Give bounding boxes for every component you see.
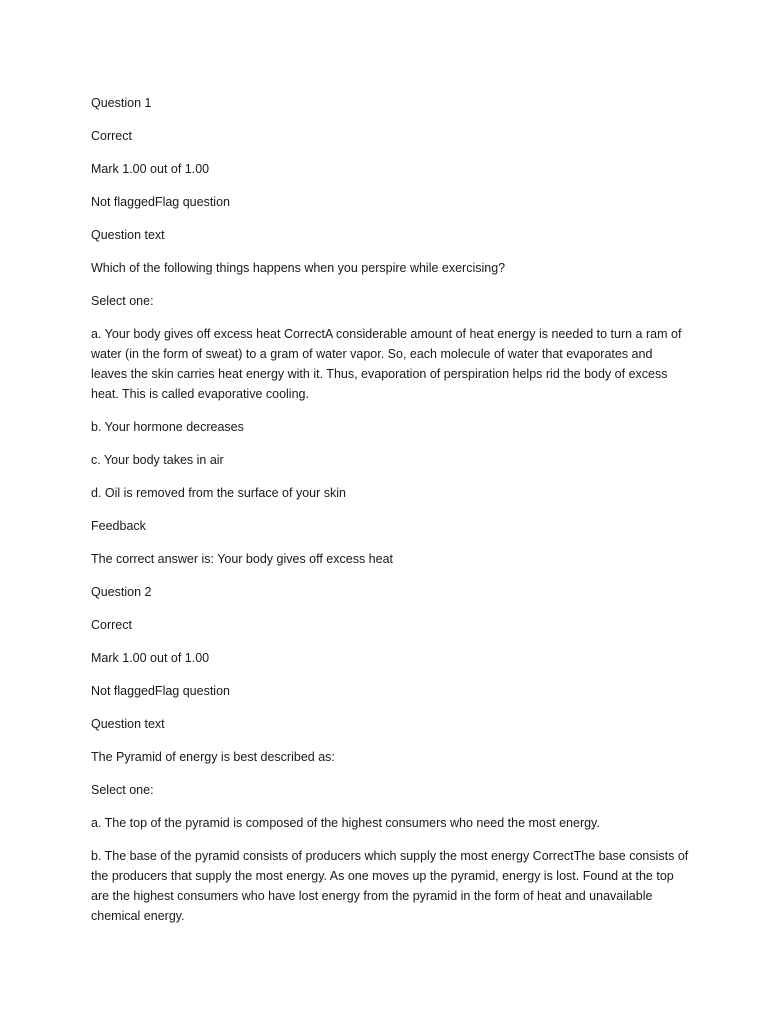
question-1-feedback-label: Feedback (91, 519, 146, 533)
question-1-flag: Not flaggedFlag question (91, 195, 230, 209)
question-1-status: Correct (91, 129, 132, 143)
question-1-option-c: c. Your body takes in air (91, 453, 224, 467)
question-2-mark: Mark 1.00 out of 1.00 (91, 651, 210, 665)
document-page (91, 93, 691, 939)
question-1-option-a: a. Your body gives off excess heat CorrectA considerable amount of heat energy is needed to turn a ram of water (in the form of sweat) to a gram of water vapor. So, each molecule of water that evaporates and leaves the skin carries heat energy with it. Thus, evaporation of perspiration helps rid the body of excess heat. This is called evaporative cooling. (91, 327, 682, 401)
question-1-text-label: Question text (91, 228, 165, 242)
question-1-mark: Mark 1.00 out of 1.00 (91, 162, 210, 176)
question-2-flag: Not flaggedFlag question (91, 684, 230, 698)
question-1-answer: The correct answer is: Your body gives off excess heat (91, 552, 394, 566)
question-2-option-b: b. The base of the pyramid consists of producers which supply the most energy CorrectThe base consists of the producers that supply the most energy. As one moves up the pyramid, energy is lost. Found at the top are the highest consumers who have lost energy from the pyramid in the form of heat and unavailable chemical energy. (91, 849, 689, 923)
question-2-status: Correct (91, 618, 132, 632)
question-1-title: Question 1 (91, 96, 152, 110)
question-1-select-label: Select one: (91, 294, 154, 308)
question-2-prompt: The Pyramid of energy is best described as: (91, 750, 335, 764)
question-1-prompt: Which of the following things happens when you perspire while exercising? (91, 261, 506, 275)
question-1-option-b: b. Your hormone decreases (91, 420, 244, 434)
question-2-option-a: a. The top of the pyramid is composed of the highest consumers who need the most energy. (91, 816, 600, 830)
question-2-text-label: Question text (91, 717, 165, 731)
question-2-title: Question 2 (91, 585, 152, 599)
question-1-option-d: d. Oil is removed from the surface of your skin (91, 486, 346, 500)
question-2-select-label: Select one: (91, 783, 154, 797)
